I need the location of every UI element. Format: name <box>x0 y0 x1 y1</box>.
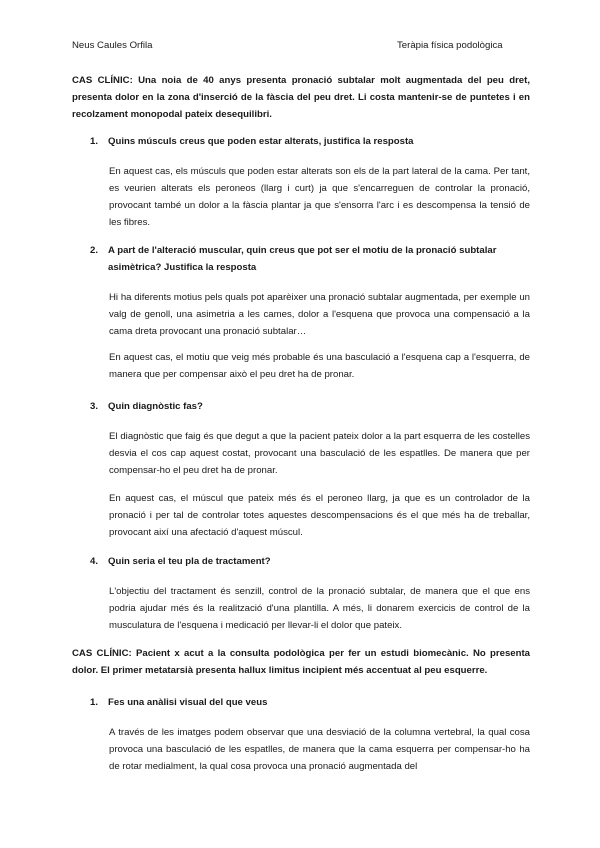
question-text: Quin diagnòstic fas? <box>108 401 203 412</box>
case-1-question-3 <box>90 398 530 415</box>
question-text: Fes una anàlisi visual del que veus <box>108 697 268 708</box>
case-2-text: Pacient x acut a la consulta podològica per fer un estudi biomecànic. No presenta dolor. El primer metatarsià presenta hallux limitus incipient més accentuat al peu esquerre. <box>72 648 531 676</box>
header-author: Neus Caules Orfila <box>72 40 153 51</box>
case-1-answer-2-paragraph-1: Hi ha diferents motius pels quals pot aparèixer una pronació subtalar augmentada, per exemple un valg de genoll, una asimetria a les cames, dolor a l'esquena que provoca una compensació a la cama dreta provocant una pronació subtalar… <box>109 292 530 337</box>
case-1-question-4 <box>90 553 530 570</box>
question-number: 3. <box>90 401 99 412</box>
question-text: A part de l'alteració muscular, quin creus que pot ser el motiu de la pronació subtalar asimètrica? Justifica la resposta <box>108 245 497 273</box>
question-number: 2. <box>90 245 99 256</box>
case-1-answer-4-paragraph-1: L'objectiu del tractament és senzill, control de la pronació subtalar, de manera que el que ens podria ajudar més és la realització d'una plantilla. A més, li donarem exercicis de control de la musculatura de l'esquena i medicació per llevar-li el dolor que pateix. <box>109 586 530 631</box>
case-2-statement <box>72 645 530 679</box>
case-1-question-1 <box>90 133 530 150</box>
question-number: 1. <box>90 697 99 708</box>
case-1-label: CAS CLÍNIC: <box>72 75 133 86</box>
header-subject: Teràpia física podològica <box>397 40 503 51</box>
case-1-answer-3-paragraph-1: El diagnòstic que faig és que degut a que la pacient pateix dolor a la part esquerra de les costelles desvia el cos cap aquest costat, provocant una basculació de les espatlles. De manera que per compensar-ho el peu dret ha de pronar. <box>109 431 530 476</box>
question-text: Quins músculs creus que poden estar alterats, justifica la resposta <box>108 136 414 147</box>
case-1-answer-1-paragraph-1: En aquest cas, els músculs que poden estar alterats son els de la part lateral de la cama. Per tant, es veurien alterats els peroneos (llarg i curt) ja que s'encarreguen de controlar la pronació, provocant també un dolor a la fàscia plantar ja que s'ensorra l'arc i es descompensa la tensió de les fibres. <box>109 166 530 228</box>
case-2-label: CAS CLÍNIC: <box>72 648 132 659</box>
case-1-text: Una noia de 40 anys presenta pronació subtalar molt augmentada del peu dret, presenta dolor en la zona d'inserció de la fàscia del peu dret. Li costa mantenir-se de puntetes i en recolzament monopodal pateix desequilibri. <box>72 75 530 120</box>
question-text: Quin seria el teu pla de tractament? <box>108 556 271 567</box>
case-1-answer-3-paragraph-2: En aquest cas, el múscul que pateix més és el peroneo llarg, ja que es un controlador de la pronació i per tal de controlar totes aquestes descompensacions és el que més ha de treballar, provocant així una afectació d'aquest múscul. <box>109 493 530 538</box>
case-1-answer-2-paragraph-2: En aquest cas, el motiu que veig més probable és una basculació a l'esquena cap a l'esquerra, de manera que per compensar això el peu dret ha de pronar. <box>109 352 530 380</box>
question-number: 4. <box>90 556 99 567</box>
case-1-question-2 <box>90 242 530 276</box>
case-1-statement <box>72 72 530 123</box>
question-number: 1. <box>90 136 99 147</box>
case-2-question-1 <box>90 694 530 711</box>
case-2-answer-1-paragraph-1: A través de les imatges podem observar que una desviació de la columna vertebral, la qual cosa provoca una basculació de les espatlles, de manera que la cama esquerra per compensar-ho ha de rotar medialment, la qual cosa provoca una pronació augmentada del <box>109 727 530 772</box>
